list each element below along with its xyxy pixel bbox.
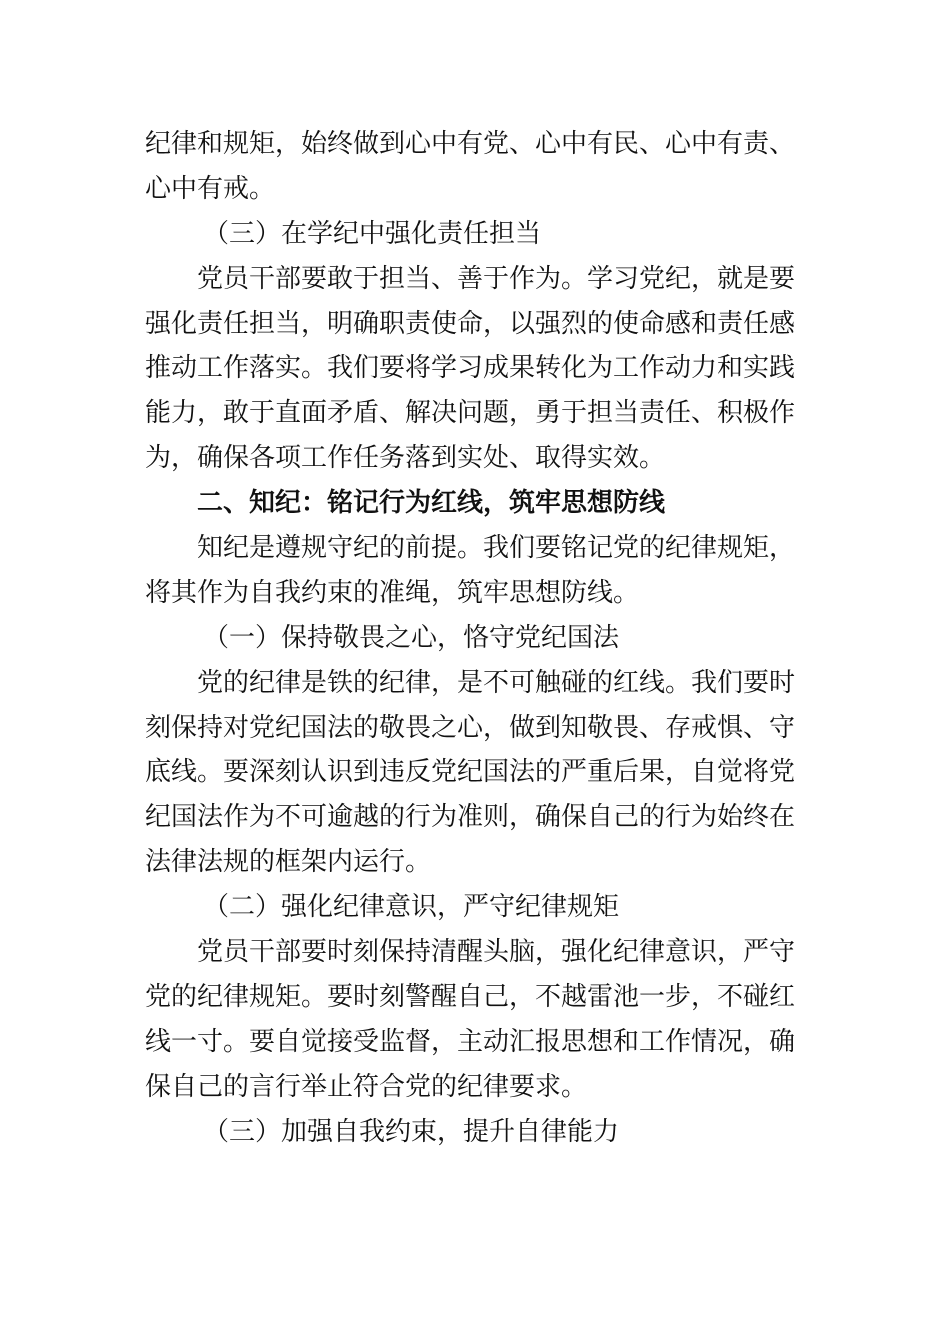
subheading-3: （三）在学纪中强化责任担当 — [203, 218, 542, 249]
paragraph-line: 党员干部要时刻保持清醒头脑，强化纪律意识，严守 — [197, 937, 796, 968]
paragraph-line: 强化责任担当，明确职责使命，以强烈的使命感和责任感 — [145, 308, 796, 339]
paragraph-line: 党的纪律规矩。要时刻警醒自己，不越雷池一步，不碰红 — [145, 981, 796, 1012]
paragraph-line: 知纪是遵规守纪的前提。我们要铭记党的纪律规矩， — [197, 533, 796, 564]
paragraph-line: 保自己的言行举止符合党的纪律要求。 — [145, 1071, 588, 1102]
section-heading-2: 二、知纪：铭记行为红线，筑牢思想防线 — [197, 488, 666, 519]
paragraph-line: 为，确保各项工作任务落到实处、取得实效。 — [145, 443, 666, 474]
document-body — [145, 122, 796, 1154]
paragraph-line: 法律法规的框架内运行。 — [145, 847, 432, 878]
subheading-2: （二）强化纪律意识，严守纪律规矩 — [203, 892, 620, 923]
subheading-1: （一）保持敬畏之心，恪守党纪国法 — [203, 622, 620, 653]
paragraph-line: 底线。要深刻认识到违反党纪国法的严重后果，自觉将党 — [145, 757, 796, 788]
paragraph-line: 刻保持对党纪国法的敬畏之心，做到知敬畏、存戒惧、守 — [145, 712, 796, 743]
paragraph-line: 将其作为自我约束的准绳，筑牢思想防线。 — [145, 577, 640, 608]
paragraph-line: 纪律和规矩，始终做到心中有党、心中有民、心中有责、 — [145, 129, 796, 159]
paragraph-line: 心中有戒。 — [145, 173, 276, 204]
paragraph-line: 能力，敢于直面矛盾、解决问题，勇于担当责任、积极作 — [145, 398, 796, 429]
paragraph-line: 党员干部要敢于担当、善于作为。学习党纪，就是要 — [197, 263, 796, 294]
paragraph-line: 推动工作落实。我们要将学习成果转化为工作动力和实践 — [145, 353, 796, 384]
paragraph-line: 党的纪律是铁的纪律，是不可触碰的红线。我们要时 — [197, 667, 796, 698]
paragraph-line: 线一寸。要自觉接受监督，主动汇报思想和工作情况，确 — [145, 1026, 796, 1057]
paragraph-line: 纪国法作为不可逾越的行为准则，确保自己的行为始终在 — [145, 802, 796, 833]
subheading-3: （三）加强自我约束，提升自律能力 — [203, 1116, 620, 1147]
